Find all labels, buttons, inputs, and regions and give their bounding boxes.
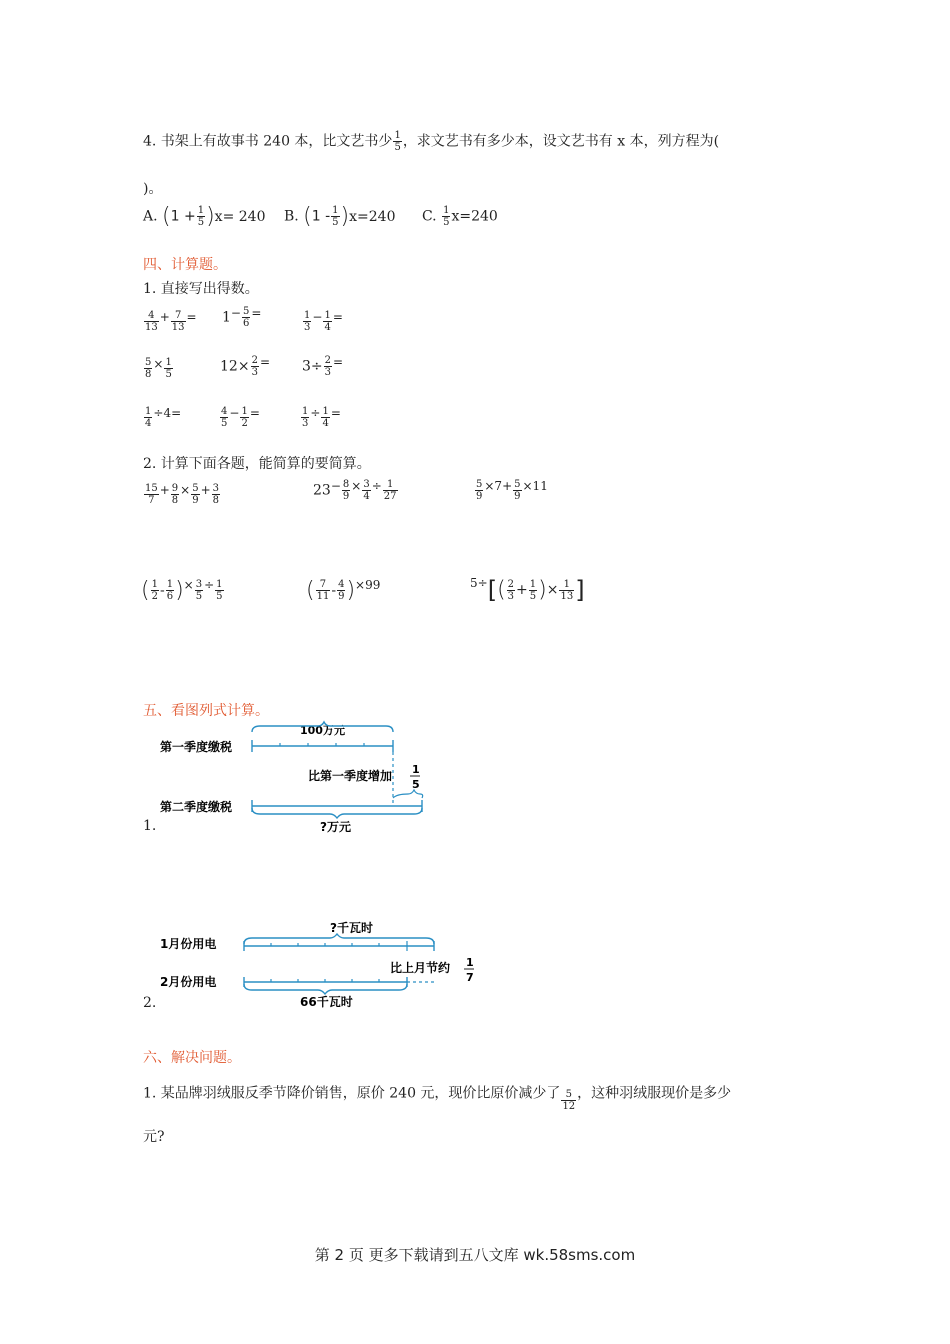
direct-item-7: $\frac{1}{4}$ ÷4= [145,406,182,429]
diagram1-row1-label: 第一季度缴税 [160,740,233,754]
q4-stem-line2: )。 [143,181,163,197]
calc-problem-3: $\frac{5}{9}$ ×7+ $\frac{5}{9}$ ×11 [476,479,548,502]
option-c-label: C. [421,208,437,225]
diagram1-mid-label: 比第一季度增加 [308,769,393,783]
section4-sub1: 1. 直接写出得数。 [143,281,259,297]
direct-item-3: $\frac{1}{3}$ − $\frac{1}{4}$ = [304,310,343,333]
diagram1-number: 1. [143,818,157,834]
diagram2-row2-label: 2月份用电 [160,975,217,989]
calc-problem-1: $\frac{15}{7}$ + $\frac{9}{8}$ × $\frac{5}{9}$ + $\frac{3}{8}$ [145,483,220,506]
diagram2-bottom-label: 66千瓦时 [300,995,353,1009]
electricity-diagram [150,916,490,1016]
diagram2-frac-n: 1 [466,956,474,969]
direct-item-4: $\frac{5}{8}$ × $\frac{1}{5}$ [145,357,172,380]
diagram1-bottom-label: ?万元 [320,820,351,834]
calc-problem-5: ( $\frac{7}{11}$ - $\frac{4}{9}$ )×99 [306,578,381,603]
diagram1-frac-n: 1 [412,763,420,776]
option-b-label: B. [283,208,299,225]
diagram2-number: 2. [143,995,157,1011]
direct-item-9: $\frac{1}{3}$ ÷ $\frac{1}{4}$ = [302,406,341,429]
calc-problem-6: 5÷[( $\frac{2}{3}$ + $\frac{1}{5}$ )× $\frac{1}{13}$ ] [470,576,585,604]
q4-stem-line1 [143,130,719,153]
section6-q1-line2: 元? [143,1129,165,1145]
q4-fraction: $\frac{1}{5}$ [394,130,401,153]
diagram2-top-label: ?千瓦时 [330,921,373,935]
diagram1-top-label: 100万元 [300,724,345,737]
diagram2-bottom-brace [244,984,407,994]
section6-q1-line1: 1. 某品牌羽绒服反季节降价销售，原价 240 元，现价比原价减少了 $\frac{5}{12}$ ，这种羽绒服现价是多少 [143,1085,732,1112]
option-b-inner: 1 - [311,208,331,225]
q4-text-b: ，求文艺书有多少本，设文艺书有 x 本，列方程为( [402,133,720,150]
page-footer: 第 2 页 更多下载请到五八文库 wk.58sms.com [314,1246,636,1264]
option-c-tail: x=240 [451,208,498,225]
calc-problem-4: ( $\frac{1}{2}$ - $\frac{1}{6}$ )× $\frac{3}{5}$ ÷ $\frac{1}{5}$ [141,578,223,603]
section6-heading: 六、解决问题。 [143,1050,241,1066]
q4-options: A. (1 + $\frac{1}{5}$ )x= 240 B. (1 - $\frac{1}{5}$ )x=240 C. $\frac{1}{5}$ x=240 [143,204,498,229]
direct-item-6: 3÷ $\frac{2}{3}$ = [302,355,344,378]
section5-heading: 五、看图列式计算。 [143,703,269,719]
diagram2-frac-d: 7 [466,971,474,984]
direct-item-8: $\frac{4}{5}$ − $\frac{1}{2}$ = [221,406,260,429]
direct-item-5: 12× $\frac{2}{3}$ = [220,355,270,378]
direct-item-1: $\frac{4}{13}$ + $\frac{7}{13}$ = [145,310,197,333]
option-a-label: A. [143,208,158,225]
option-a-tail: x= 240 [214,208,266,225]
diagram2-row1-label: 1月份用电 [160,937,217,951]
q4-text-a: 4. 书架上有故事书 240 本，比文艺书少 [143,133,393,150]
section4-heading: 四、计算题。 [143,257,227,273]
section4-sub2: 2. 计算下面各题，能简算的要简算。 [143,456,371,472]
diagram1-row2-label: 第二季度缴税 [160,800,233,814]
tax-diagram [150,718,440,838]
calc-problem-2: 23− $\frac{8}{9}$ × $\frac{3}{4}$ ÷ $\frac{1}{27}$ [313,479,397,502]
diagram1-bottom-brace [252,808,422,818]
diagram1-frac-d: 5 [412,778,420,791]
direct-item-2: 1− $\frac{5}{6}$ = [222,306,262,329]
diagram2-top-brace [244,934,434,944]
option-b-tail: x=240 [349,208,396,225]
diagram2-mid-label: 比上月节约 [390,961,451,975]
option-a-inner: 1 + [170,208,196,225]
